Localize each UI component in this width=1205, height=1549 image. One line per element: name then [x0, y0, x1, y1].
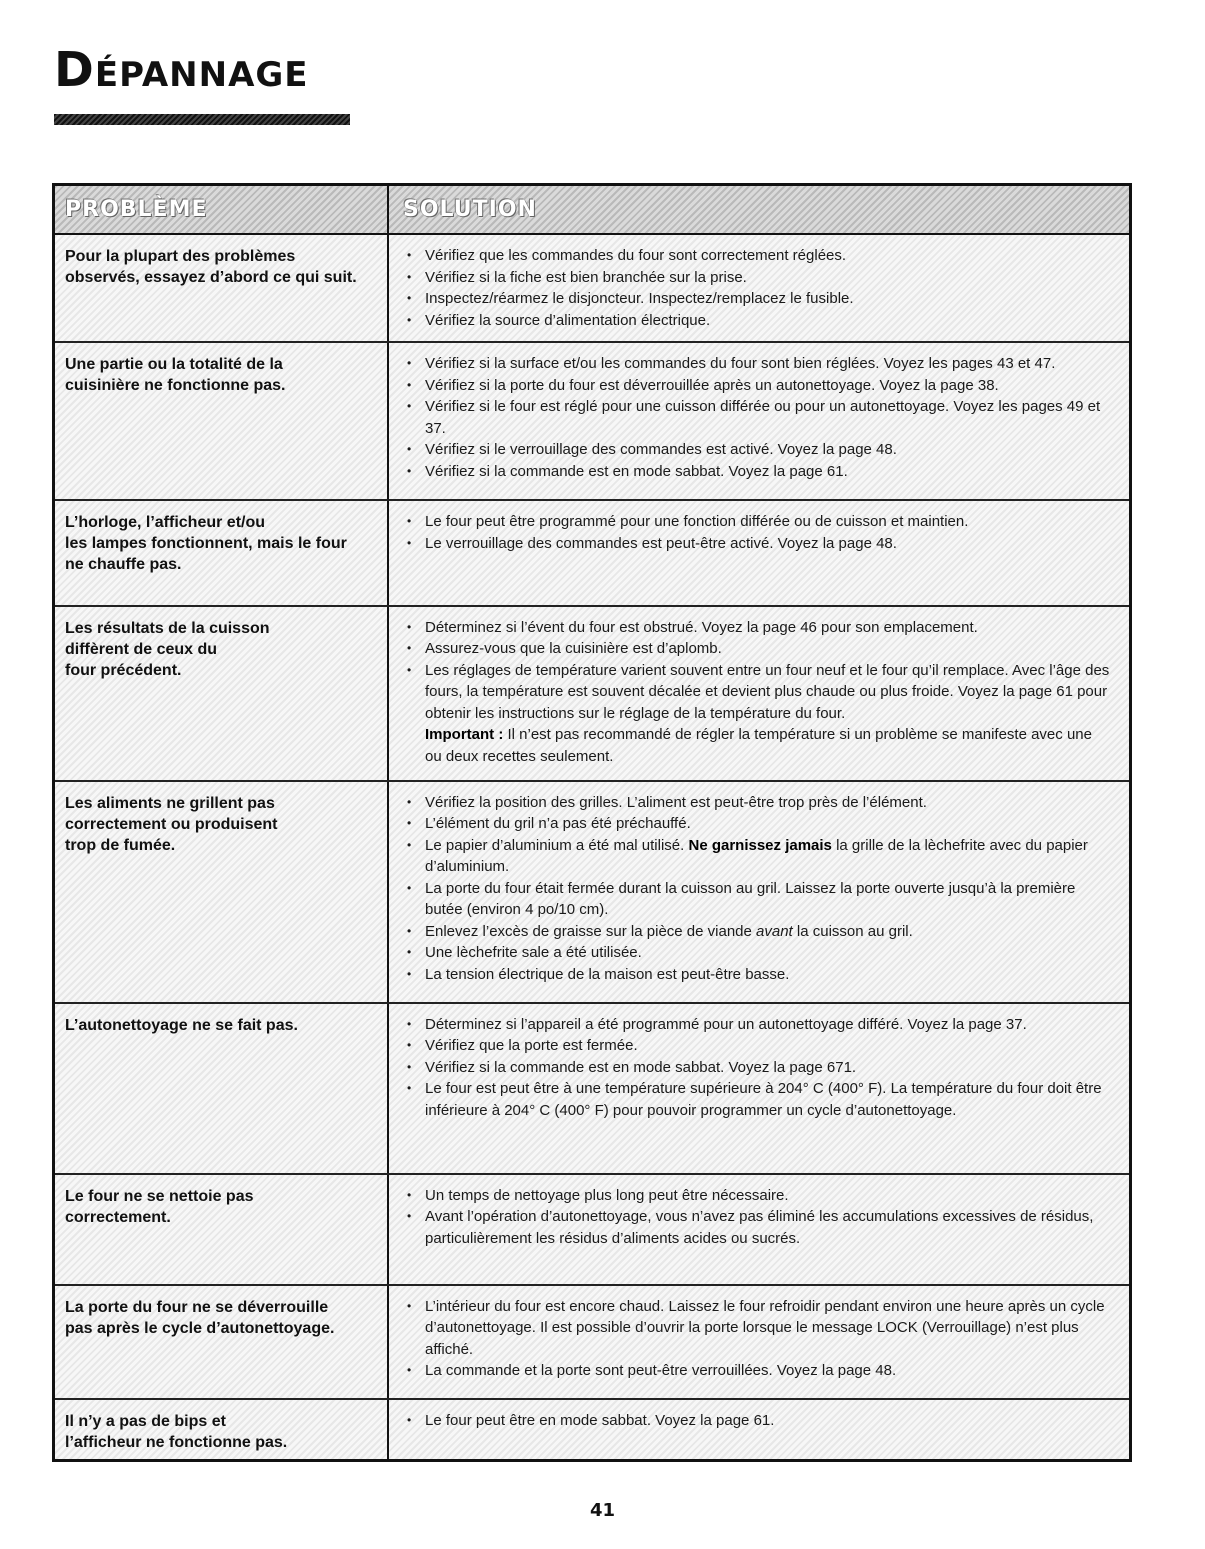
solution-list	[401, 511, 1111, 554]
important-note	[425, 724, 1111, 767]
problem-cell	[55, 1400, 389, 1459]
solution-item: • Avant l’opération d’autonettoyage, vous n’avez pas éliminé les accumulations excessives de résidus, particulièrement les résidus d’aliments acides ou sucrés.	[401, 1206, 1111, 1249]
solution-list	[401, 617, 1111, 768]
foil-warning: Ne garnissez jamais	[688, 836, 832, 854]
solution-item	[401, 921, 1111, 943]
problem-text: pas après le cycle d’autonettoyage.	[65, 1319, 335, 1337]
solution-item: • Vérifiez si la commande est en mode sabbat. Voyez la page 671.	[401, 1057, 1111, 1079]
problem-cell	[55, 1175, 389, 1284]
page-title: Dépannage	[54, 42, 309, 98]
table-row	[55, 607, 1129, 782]
problem-cell	[55, 501, 389, 604]
problem-text: trop de fumée.	[65, 836, 176, 854]
fat-text: Enlevez l’excès de graisse sur la pièce de viande	[425, 922, 752, 940]
solution-item	[401, 835, 1111, 878]
solution-item: • Le four peut être programmé pour une fonction différée ou de cuisson et maintien.	[401, 511, 1111, 533]
solution-item: • Vérifiez si la porte du four est déverrouillée après un autonettoyage. Voyez la page 38.	[401, 375, 1111, 397]
solution-cell	[389, 607, 1129, 780]
problem-text: Une partie ou la totalité de la	[65, 356, 283, 374]
problem-text: Il n’y a pas de bips et	[65, 1413, 226, 1430]
table-row	[55, 501, 1129, 606]
problem-cell	[55, 1004, 389, 1173]
problem-text: four précédent.	[65, 661, 182, 679]
solution-item: • Vérifiez si la commande est en mode sabbat. Voyez la page 61.	[401, 461, 1111, 483]
table-row	[55, 235, 1129, 343]
problem-text: L’horloge, l’afficheur et/ou	[65, 514, 266, 532]
solution-cell	[389, 1286, 1129, 1398]
solution-item: • Vérifiez la source d’alimentation électrique.	[401, 310, 1111, 332]
solution-cell	[389, 1400, 1129, 1459]
solution-cell	[389, 1175, 1129, 1284]
important-text: Il n’est pas recommandé de régler la température si un problème se manifeste avec une ou deux recettes seulement.	[425, 726, 1092, 765]
problem-text: Le four ne se nettoie pas	[65, 1187, 254, 1205]
problem-text: correctement.	[65, 1208, 171, 1226]
solution-item: • La commande et la porte sont peut-être verrouillées. Voyez la page 48.	[401, 1360, 1111, 1382]
troubleshooting-table	[52, 183, 1132, 1462]
problem-cell	[55, 607, 389, 780]
solution-item: • Vérifiez que la porte est fermée.	[401, 1035, 1111, 1057]
fat-text: la cuisson au gril.	[796, 922, 913, 940]
solution-item: • Vérifiez que les commandes du four sont correctement réglées.	[401, 245, 1111, 267]
solution-item: • Le four peut être en mode sabbat. Voyez la page 61.	[401, 1410, 1111, 1432]
solution-item: • Assurez-vous que la cuisinière est d’aplomb.	[401, 638, 1111, 660]
solution-item: • La porte du four était fermée durant la cuisson au gril. Laissez la porte ouverte jusqu’à la première butée (environ 4 po/10 cm).	[401, 878, 1111, 921]
solution-item: • L’élément du gril n’a pas été préchauffé.	[401, 813, 1111, 835]
problem-text: L’autonettoyage ne se fait pas.	[65, 1016, 298, 1034]
table-header	[55, 186, 1129, 235]
problem-text: La porte du four ne se déverrouille	[65, 1298, 329, 1316]
problem-text: l’afficheur ne fonctionne pas.	[65, 1434, 288, 1451]
foil-text: Le papier d’aluminium a été mal utilisé.	[425, 836, 685, 854]
solution-cell	[389, 501, 1129, 604]
page-number: 41	[589, 1500, 616, 1521]
column-header-solution: SOLUTION	[403, 197, 537, 222]
title-underline	[54, 114, 350, 125]
solution-item: • Vérifiez si le four est réglé pour une cuisson différée ou pour un autonettoyage. Voyez les pages 49 et 37.	[401, 396, 1111, 439]
solution-item: • Vérifiez si la surface et/ou les commandes du four sont bien réglées. Voyez les pages 43 et 47.	[401, 353, 1111, 375]
problem-text: Pour la plupart des problèmes	[65, 248, 296, 265]
important-label: Important :	[425, 726, 504, 744]
solution-cell	[389, 343, 1129, 499]
table-row	[55, 1175, 1129, 1286]
problem-text: Les aliments ne grillent pas	[65, 794, 275, 812]
solution-list	[401, 1410, 1111, 1432]
solution-item: • Déterminez si l’appareil a été programmé pour un autonettoyage différé. Voyez la page 37.	[401, 1014, 1111, 1036]
problem-text: correctement ou produisent	[65, 815, 278, 833]
table-row	[55, 1004, 1129, 1175]
solution-cell	[389, 782, 1129, 1002]
problem-cell	[55, 343, 389, 499]
solution-item: • Le verrouillage des commandes est peut-être activé. Voyez la page 48.	[401, 533, 1111, 555]
problem-text: observés, essayez d’abord ce qui suit.	[65, 269, 357, 286]
solution-item	[401, 660, 1111, 768]
solution-item: • Vérifiez si le verrouillage des commandes est activé. Voyez la page 48.	[401, 439, 1111, 461]
solution-text: Les réglages de température varient souvent entre un four neuf et le four qu’il remplace. Avec l’âge des fours, la température est souvent décalée et devient plus chaude ou plus froide. Voyez la page 61 pour obtenir les instructions sur le réglage de la température du four.	[425, 661, 1110, 722]
solution-cell	[389, 235, 1129, 341]
fat-emphasis: avant	[756, 922, 793, 940]
problem-text: les lampes fonctionnent, mais le four	[65, 535, 347, 553]
solution-list	[401, 1185, 1111, 1250]
solution-list	[401, 1296, 1111, 1382]
solution-item: • Le four est peut être à une température supérieure à 204° C (400° F). La température du four doit être inférieure à 204° C (400° F) pour pouvoir programmer un cycle d’autonettoyage.	[401, 1078, 1111, 1121]
problem-text: cuisinière ne fonctionne pas.	[65, 377, 286, 395]
solution-item: • Inspectez/réarmez le disjoncteur. Inspectez/remplacez le fusible.	[401, 288, 1111, 310]
table-row	[55, 1400, 1129, 1459]
table-row	[55, 782, 1129, 1004]
table-row	[55, 343, 1129, 501]
solution-item: • La tension électrique de la maison est peut-être basse.	[401, 964, 1111, 986]
solution-cell	[389, 1004, 1129, 1173]
solution-item: • Une lèchefrite sale a été utilisée.	[401, 942, 1111, 964]
solution-list	[401, 792, 1111, 986]
solution-item: • L’intérieur du four est encore chaud. Laissez le four refroidir pendant environ une heure après un cycle d’autonettoyage. Il est possible d’ouvrir la porte lorsque le message LOCK (Verrouillage) n’est plus affiché.	[401, 1296, 1111, 1361]
problem-cell	[55, 235, 389, 341]
solution-item: • Un temps de nettoyage plus long peut être nécessaire.	[401, 1185, 1111, 1207]
problem-cell	[55, 782, 389, 1002]
solution-item: • Vérifiez la position des grilles. L’aliment est peut-être trop près de l’élément.	[401, 792, 1111, 814]
solution-item: • Vérifiez si la fiche est bien branchée sur la prise.	[401, 267, 1111, 289]
column-header-problem: PROBLÈME	[55, 186, 389, 233]
problem-text: Les résultats de la cuisson	[65, 619, 270, 637]
solution-item: • Déterminez si l’évent du four est obstrué. Voyez la page 46 pour son emplacement.	[401, 617, 1111, 639]
foil-text: la grille de la lèchefrite avec du papier d’aluminium.	[425, 836, 1088, 876]
solution-list	[401, 1014, 1111, 1122]
table-row	[55, 1286, 1129, 1400]
problem-cell	[55, 1286, 389, 1398]
solution-list	[401, 353, 1111, 482]
problem-text: ne chauffe pas.	[65, 556, 182, 574]
solution-list	[401, 245, 1111, 331]
problem-text: diffèrent de ceux du	[65, 640, 218, 658]
